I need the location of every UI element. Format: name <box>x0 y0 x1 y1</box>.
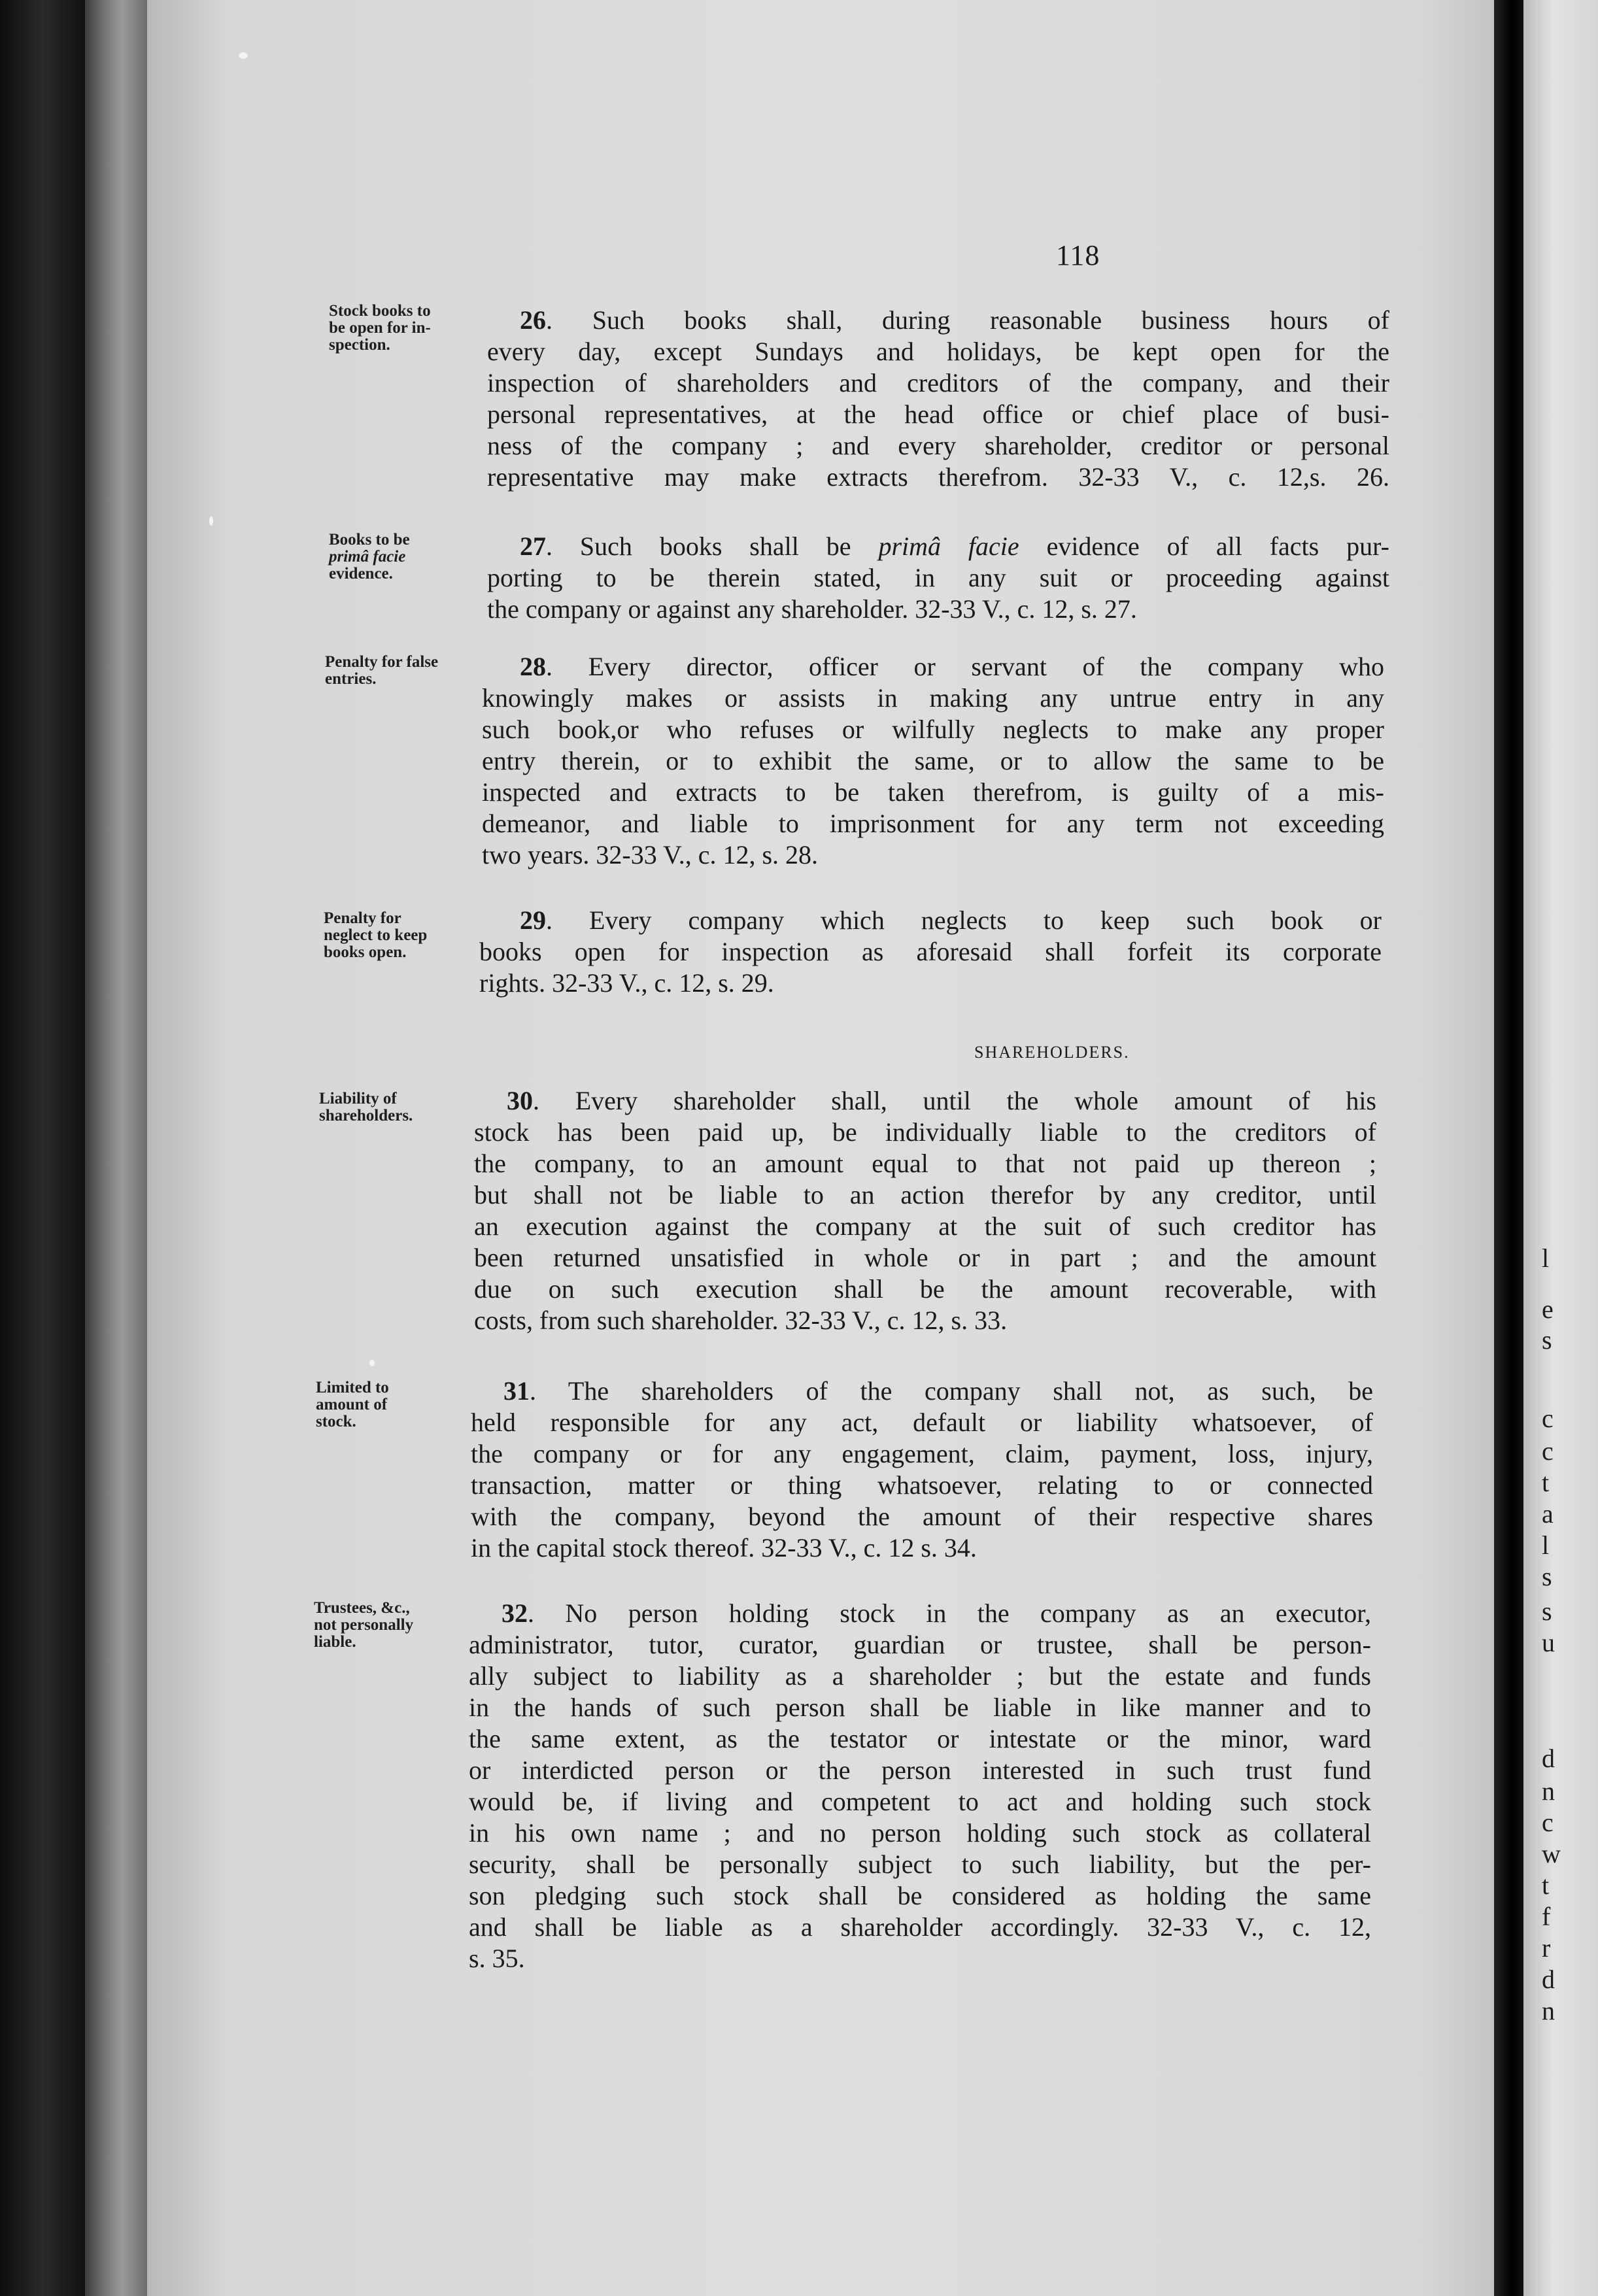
section-line: held responsible for any act, default or liability whatsoever, of <box>471 1408 1373 1437</box>
section-line <box>479 905 1382 936</box>
next-page-letter: s <box>1542 1325 1552 1355</box>
marginal-line: entries. <box>325 670 377 688</box>
marginal-line: Books to be <box>329 531 410 549</box>
section-line: entry therein, or to exhibit the same, or to allow the same to be <box>482 746 1384 775</box>
book-spine-edge <box>85 0 147 2296</box>
next-page-letter: d <box>1542 1744 1555 1773</box>
next-page-letter: t <box>1542 1870 1550 1900</box>
marginal-line: stock. <box>316 1413 356 1430</box>
section-text: . The shareholders of the company shall not, as such, be <box>530 1376 1373 1406</box>
marginal-note-31 <box>316 1379 389 1430</box>
section-line: the company or against any shareholder. 32-33 V., c. 12, s. 27. <box>487 594 1137 624</box>
section-line: demeanor, and liable to imprisonment for any term not exceeding <box>482 809 1384 838</box>
section-text: . Such books shall, during reasonable business hours of <box>546 305 1389 335</box>
next-page-letter: s <box>1542 1562 1552 1591</box>
marginal-note-28 <box>325 654 438 688</box>
marginal-line: Limited to <box>316 1379 389 1396</box>
section-text: . No person holding stock in the company as an executor, <box>528 1598 1371 1628</box>
section-line: the company, to an amount equal to that not paid up thereon ; <box>474 1149 1376 1178</box>
next-page-sliver <box>1523 0 1598 2296</box>
section-number: 27 <box>520 532 546 561</box>
section-heading-shareholders: SHAREHOLDERS. <box>974 1043 1130 1062</box>
section-31 <box>471 1376 1373 1564</box>
section-line: in his own name ; and no person holding such stock as collateral <box>469 1818 1371 1848</box>
section-30 <box>474 1085 1376 1336</box>
section-line <box>471 1376 1373 1407</box>
section-number: 32 <box>502 1598 528 1628</box>
marginal-line: books open. <box>324 943 407 961</box>
marginal-line: Stock books to <box>329 302 431 320</box>
section-line: the same extent, as the testator or intestate or the minor, ward <box>469 1724 1371 1753</box>
section-line <box>474 1085 1376 1117</box>
section-line: in the capital stock thereof. 32-33 V., c. 12 s. 34. <box>471 1533 977 1562</box>
marginal-line: primâ facie <box>329 548 406 566</box>
next-page-letter: d <box>1542 1965 1555 1994</box>
marginal-line: shareholders. <box>319 1107 413 1124</box>
section-line <box>482 651 1384 683</box>
marginal-line: not personally <box>314 1616 414 1634</box>
section-number: 28 <box>520 652 546 681</box>
marginal-line: be open for in- <box>329 319 431 337</box>
section-line: s. 35. <box>469 1944 525 1973</box>
scan-speck <box>239 52 248 59</box>
next-page-letter: a <box>1542 1499 1554 1528</box>
page-gutter <box>1494 0 1523 2296</box>
section-29 <box>479 905 1382 999</box>
marginal-line: liable. <box>314 1633 356 1651</box>
section-line: administrator, tutor, curator, guardian or trustee, shall be person- <box>469 1630 1371 1659</box>
marginal-line: amount of <box>316 1396 388 1413</box>
marginal-note-32 <box>314 1600 413 1651</box>
section-line: two years. 32-33 V., c. 12, s. 28. <box>482 840 819 869</box>
section-line: porting to be therein stated, in any suit or proceeding against <box>487 563 1389 592</box>
section-line: stock has been paid up, be individually liable to the creditors of <box>474 1117 1376 1147</box>
section-32 <box>469 1598 1371 1974</box>
marginal-note-29 <box>324 910 427 961</box>
marginal-line: spection. <box>329 336 390 354</box>
section-text: . Such books shall be <box>546 532 879 561</box>
section-line: and shall be liable as a shareholder accordingly. 32-33 V., c. 12, <box>469 1912 1371 1942</box>
page <box>147 0 1494 2296</box>
section-line: the company or for any engagement, claim, payment, loss, injury, <box>471 1439 1373 1468</box>
section-28 <box>482 651 1384 871</box>
section-line: ness of the company ; and every shareholder, creditor or personal <box>487 431 1389 460</box>
section-number: 30 <box>507 1086 533 1115</box>
next-page-letter: c <box>1542 1436 1554 1466</box>
page-number: 118 <box>1056 239 1100 271</box>
next-page-letter: n <box>1542 1776 1555 1806</box>
section-text-italic: primâ facie <box>878 532 1019 561</box>
section-line: knowingly makes or assists in making any untrue entry in any <box>482 683 1384 713</box>
section-line: rights. 32-33 V., c. 12, s. 29. <box>479 968 774 998</box>
section-line <box>469 1598 1371 1629</box>
next-page-letter: w <box>1542 1839 1561 1868</box>
next-page-letter: l <box>1542 1530 1550 1560</box>
section-line: security, shall be personally subject to such liability, but the per- <box>469 1849 1371 1879</box>
section-text: evidence of all facts pur- <box>1019 532 1389 561</box>
section-line: books open for inspection as aforesaid shall forfeit its corporate <box>479 937 1382 966</box>
next-page-letter: r <box>1542 1933 1551 1963</box>
section-text: . Every shareholder shall, until the whole amount of his <box>533 1086 1376 1115</box>
marginal-note-27 <box>329 532 410 582</box>
scan-speck <box>369 1360 375 1366</box>
section-line: been returned unsatisfied in whole or in part ; and the amount <box>474 1243 1376 1272</box>
section-line: but shall not be liable to an action therefor by any creditor, until <box>474 1180 1376 1209</box>
scan-speck <box>209 516 213 526</box>
left-gutter <box>0 0 85 2296</box>
section-line: or interdicted person or the person interested in such trust fund <box>469 1755 1371 1785</box>
section-number: 31 <box>503 1376 530 1406</box>
next-page-letter: c <box>1542 1808 1554 1837</box>
next-page-letter: c <box>1542 1404 1554 1433</box>
section-line: ally subject to liability as a shareholder ; but the estate and funds <box>469 1661 1371 1691</box>
section-line: an execution against the company at the suit of such creditor has <box>474 1211 1376 1241</box>
section-line: inspection of shareholders and creditors of the company, and their <box>487 368 1389 397</box>
next-page-letter: e <box>1542 1294 1554 1324</box>
marginal-note-26 <box>329 303 431 354</box>
section-line <box>487 305 1389 336</box>
section-line: costs, from such shareholder. 32-33 V., c. 12, s. 33. <box>474 1306 1008 1335</box>
section-line: transaction, matter or thing whatsoever, relating to or connected <box>471 1470 1373 1500</box>
section-line: representative may make extracts therefrom. 32-33 V., c. 12,s. 26. <box>487 462 1389 492</box>
section-line: due on such execution shall be the amount recoverable, with <box>474 1274 1376 1304</box>
section-27 <box>487 531 1389 625</box>
section-line: in the hands of such person shall be liable in like manner and to <box>469 1693 1371 1722</box>
marginal-line: evidence. <box>329 565 393 582</box>
section-number: 26 <box>520 305 546 335</box>
section-number: 29 <box>520 905 546 935</box>
section-line: would be, if living and competent to act and holding such stock <box>469 1787 1371 1816</box>
marginal-line: Liability of <box>319 1090 397 1107</box>
marginal-line: neglect to keep <box>324 926 428 944</box>
section-line: personal representatives, at the head office or chief place of busi- <box>487 399 1389 429</box>
next-page-letter: l <box>1542 1243 1550 1273</box>
section-text: . Every director, officer or servant of the company who <box>546 652 1384 681</box>
next-page-letter: s <box>1542 1596 1552 1626</box>
next-page-letter: f <box>1542 1902 1551 1931</box>
section-text: . Every company which neglects to keep such book or <box>546 905 1382 935</box>
marginal-note-30 <box>319 1090 413 1124</box>
section-line: every day, except Sundays and holidays, be kept open for the <box>487 337 1389 366</box>
next-page-letter: n <box>1542 1996 1555 2025</box>
section-line: such book,or who refuses or wilfully neglects to make any proper <box>482 715 1384 744</box>
section-line: inspected and extracts to be taken therefrom, is guilty of a mis- <box>482 777 1384 807</box>
next-page-letter: u <box>1542 1628 1555 1657</box>
marginal-line: Penalty for <box>324 909 401 927</box>
section-26 <box>487 305 1389 493</box>
marginal-line: Penalty for false <box>325 653 439 671</box>
section-line: with the company, beyond the amount of their respective shares <box>471 1502 1373 1531</box>
section-line <box>487 531 1389 562</box>
next-page-letter: t <box>1542 1468 1550 1497</box>
section-line: son pledging such stock shall be considered as holding the same <box>469 1881 1371 1910</box>
marginal-line: Trustees, &c., <box>314 1599 410 1617</box>
